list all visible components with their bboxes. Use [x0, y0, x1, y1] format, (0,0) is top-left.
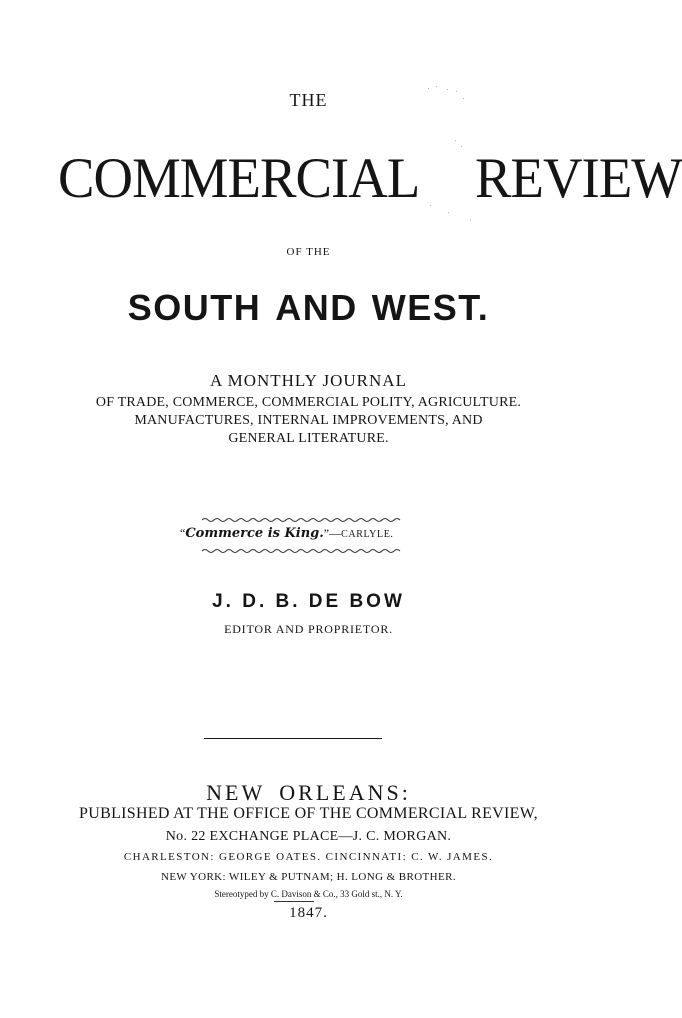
paper-speck — [463, 98, 464, 99]
description-line-3: GENERAL LITERATURE. — [228, 431, 389, 446]
publisher-line-2: No. 22 EXCHANGE PLACE—J. C. MORGAN. — [165, 829, 452, 844]
motto-open-quote: “ — [180, 526, 186, 540]
subtitle-south: SOUTH — [127, 287, 262, 328]
printer-line: Stereotyped by C. Davison & Co., 33 Gold st., N. Y. — [214, 889, 403, 899]
subtitle-and: AND — [275, 287, 358, 328]
main-title-commercial: COMMERCIAL — [58, 147, 420, 210]
publication-year: 1847. — [289, 905, 328, 921]
city-new: NEW — [206, 780, 266, 805]
paper-speck — [470, 220, 471, 221]
motto — [180, 527, 394, 540]
editor-role: EDITOR AND PROPRIETOR. — [224, 622, 393, 636]
paper-speck — [455, 140, 456, 141]
subtitle-west: WEST. — [371, 287, 490, 328]
description-line-1: OF TRADE, COMMERCE, COMMERCIAL POLITY, AGRICULTURE. — [95, 395, 522, 410]
subtitle — [0, 287, 617, 328]
paper-speck — [448, 212, 449, 213]
editor-name: J. D. B. DE BOW — [212, 591, 405, 612]
motto-text: Commerce is King. — [185, 526, 324, 541]
description-line-2: MANUFACTURES, INTERNAL IMPROVEMENTS, AND — [134, 413, 483, 428]
paper-speck — [436, 86, 437, 87]
of-the-label: OF THE — [286, 246, 331, 258]
city-orleans: ORLEANS: — [279, 780, 411, 805]
paper-speck — [430, 205, 431, 206]
publisher-line-3: CHARLESTON: GEORGE OATES. CINCINNATI: C. W. JAMES. — [123, 851, 494, 863]
main-title — [58, 147, 682, 210]
wavy-ornament-top — [202, 516, 402, 524]
paper-speck — [461, 146, 462, 147]
wavy-ornament-bottom — [202, 547, 402, 555]
paper-speck — [428, 88, 429, 89]
year-rule — [274, 901, 314, 902]
motto-close-quote: ”— — [323, 526, 342, 540]
city — [0, 782, 617, 804]
paper-speck — [456, 91, 457, 92]
journal-label: A MONTHLY JOURNAL — [210, 371, 407, 390]
publisher-line-4: NEW YORK: WILEY & PUTNAM; H. LONG & BROTHER. — [160, 871, 457, 883]
motto-attribution: CARLYLE. — [341, 529, 394, 540]
paper-speck — [447, 89, 448, 90]
header-the: THE — [289, 90, 328, 110]
divider-rule — [204, 738, 382, 739]
main-title-review: REVIEW — [475, 147, 682, 210]
publisher-line-1: PUBLISHED AT THE OFFICE OF THE COMMERCIAL REVIEW, — [79, 805, 538, 822]
